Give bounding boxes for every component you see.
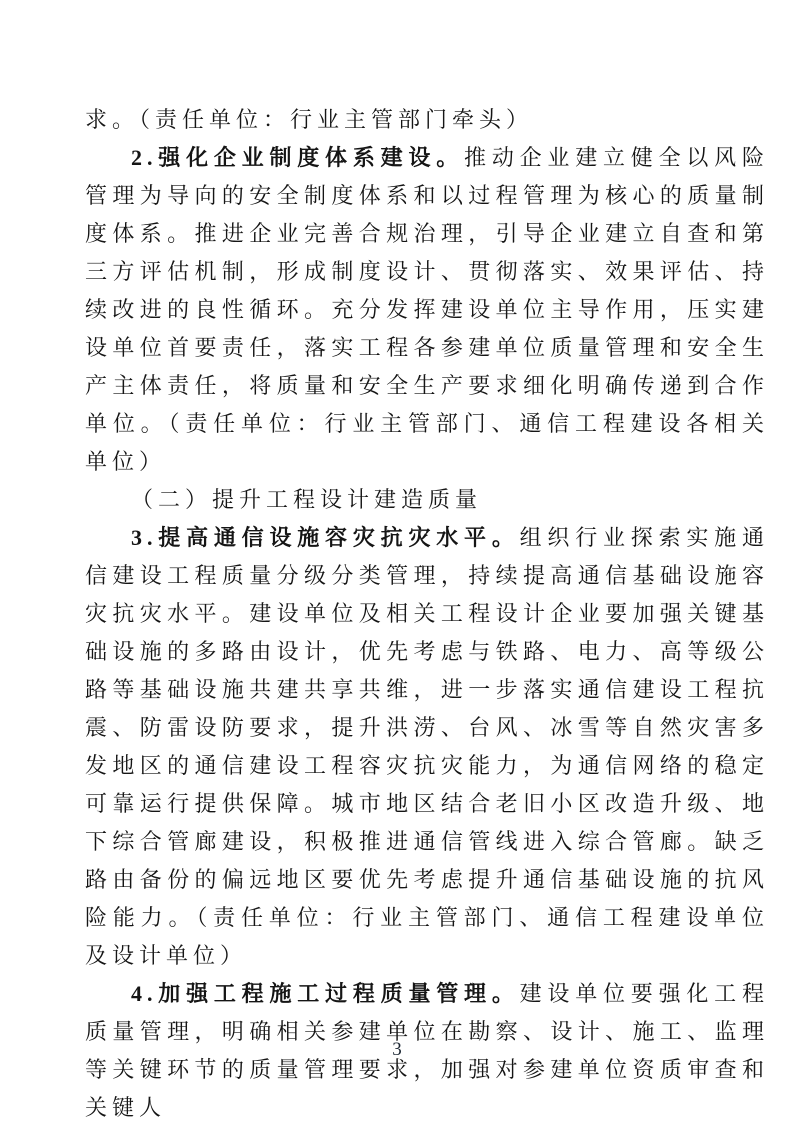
- document-content: [85, 101, 769, 1123]
- paragraph-continued-text: 求。（责任单位：行业主管部门牵头）: [85, 107, 534, 132]
- item-3-text: 组织行业探索实施通信建设工程质量分级分类管理，持续提高通信基础设施容灾抗灾水平。建设单位及相关工程设计企业要加强关键基础设施的多路由设计，优先考虑与铁路、电力、高等级公路等基础设施共建共享共维，进一步落实通信建设工程抗震、防雷设防要求，提升洪涝、台风、冰雪等自然灾害多发地区的通信建设工程容灾抗灾能力，为通信网络的稳定可靠运行提供保障。城市地区结合老旧小区改造升级、地下综合管廊建设，积极推进通信管线进入综合管廊。缺乏路由备份的偏远地区要优先考虑提升通信基础设施的抗风险能力。（责任单位：行业主管部门、通信工程建设单位及设计单位）: [85, 525, 769, 968]
- paragraph-item-3: [85, 519, 769, 975]
- page-footer: [0, 1038, 794, 1062]
- page-number: 3: [392, 1039, 402, 1060]
- item-3-heading: 3.提高通信设施容灾抗灾水平。: [131, 525, 520, 550]
- item-2-heading: 2.强化企业制度体系建设。: [131, 145, 465, 170]
- section-heading-2: [85, 481, 769, 519]
- item-4-text: 建设单位要强化工程质量管理，明确相关参建单位在勘察、设计、施工、监理等关键环节的质量管理要求，加强对参建单位资质审查和关键人: [85, 981, 769, 1120]
- item-2-text: 推动企业建立健全以风险管理为导向的安全制度体系和以过程管理为核心的质量制度体系。推进企业完善合规治理，引导企业建立自查和第三方评估机制，形成制度设计、贯彻落实、效果评估、持续改进的良性循环。充分发挥建设单位主导作用，压实建设单位首要责任，落实工程各参建单位质量管理和安全生产主体责任，将质量和安全生产要求细化明确传递到合作单位。（责任单位：行业主管部门、通信工程建设各相关单位）: [85, 145, 769, 474]
- section-heading-2-text: （二）提升工程设计建造质量: [131, 487, 483, 512]
- paragraph-item-2: [85, 139, 769, 481]
- item-4-heading: 4.加强工程施工过程质量管理。: [131, 981, 520, 1006]
- paragraph-continued: [85, 101, 769, 139]
